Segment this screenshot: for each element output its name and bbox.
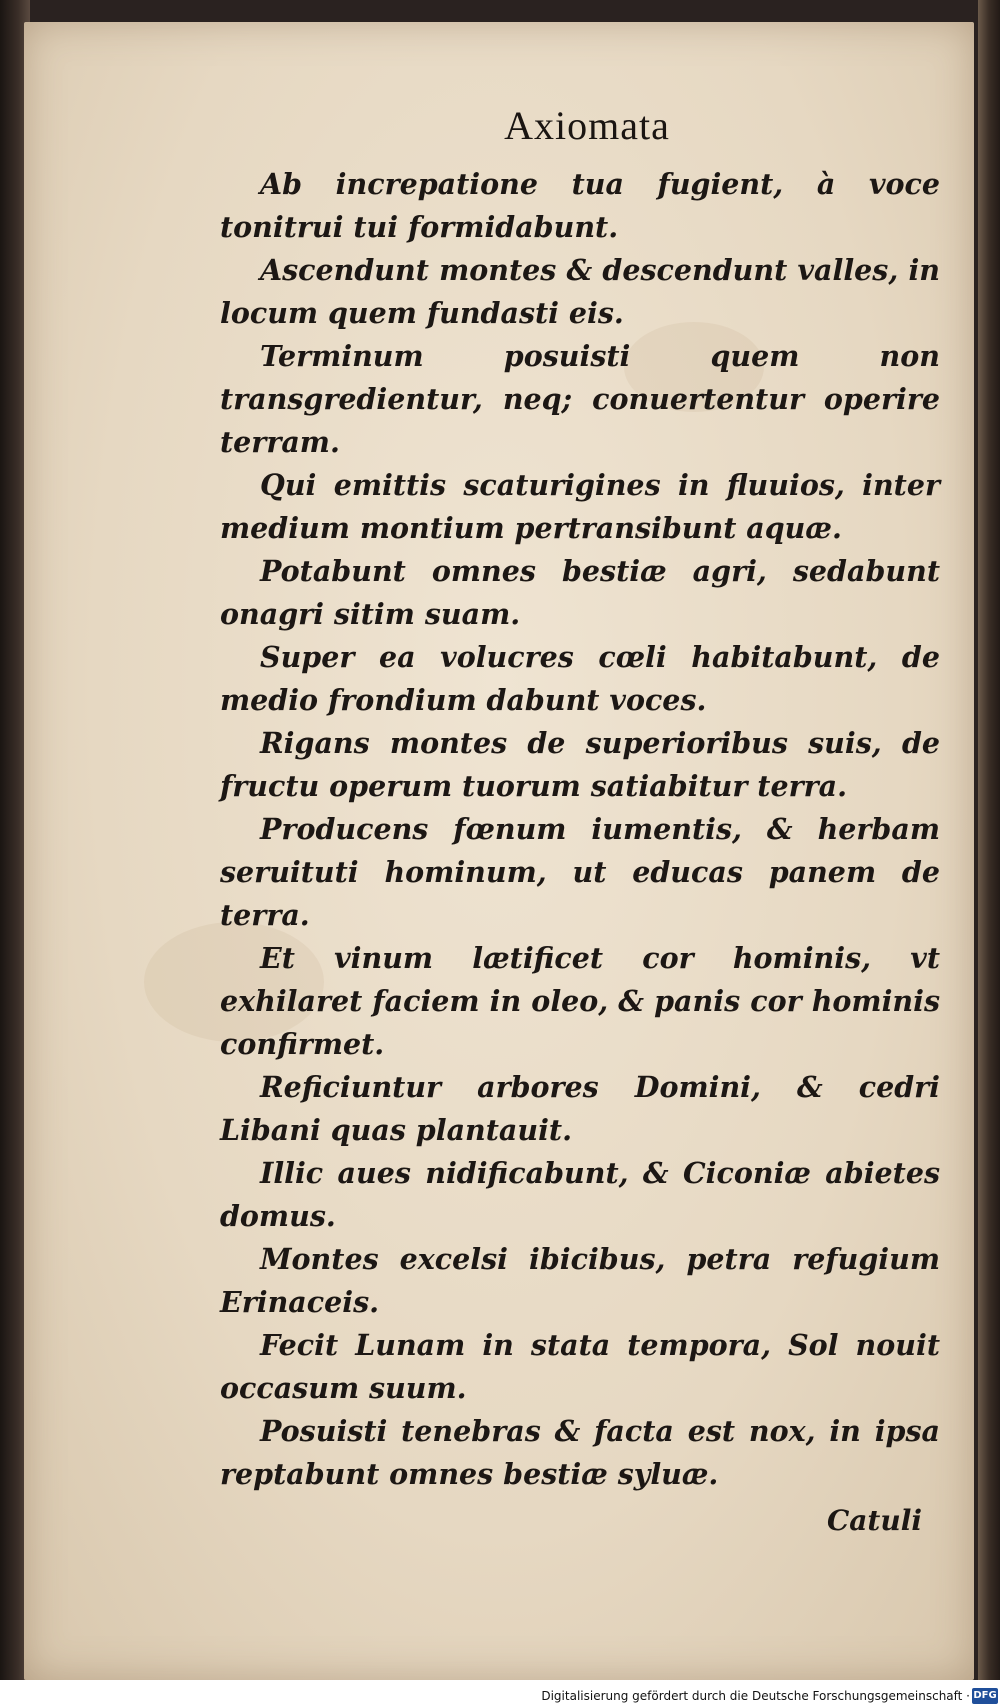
page-edge (978, 0, 1000, 1708)
verse: Reficiuntur arbores Domini, & cedri Libani quas plantauit. (220, 1070, 940, 1147)
dfg-logo-icon: DFG (972, 1688, 998, 1704)
verse: Rigans montes de superioribus suis, de fructu operum tuorum satiabitur terra. (220, 726, 940, 803)
verse: Qui emittis scaturigines in fluuios, inter medium montium pertransibunt aquæ. (220, 468, 940, 545)
verse: Montes excelsi ibicibus, petra refugium Erinaceis. (220, 1242, 940, 1319)
verse: Potabunt omnes bestiæ agri, sedabunt onagri sitim suam. (220, 554, 940, 631)
verse: Producens fœnum iumentis, & herbam seruituti hominum, ut educas panem de terra. (220, 812, 940, 932)
verse: Ascendunt montes & descendunt valles, in locum quem fundasti eis. (220, 253, 940, 330)
verse: Illic aues nidificabunt, & Ciconiæ abietes domus. (220, 1156, 940, 1233)
verse: Fecit Lunam in stata tempora, Sol nouit occasum suum. (220, 1328, 940, 1405)
verse: Et vinum lætificet cor hominis, vt exhilaret faciem in oleo, & panis cor hominis confirmet. (220, 941, 940, 1061)
page-text (220, 102, 940, 1537)
verse: Ab increpatione tua fugient, à voce tonitrui tui formidabunt. (220, 167, 940, 244)
verse: Terminum posuisti quem non transgredientur, neq; conuertentur operire terram. (220, 339, 940, 459)
running-head: Axiomata (504, 103, 670, 148)
book-page (24, 22, 974, 1680)
catchword: Catuli (827, 1504, 922, 1537)
verse: Posuisti tenebras & facta est nox, in ipsa reptabunt omnes bestiæ syluæ. (220, 1414, 940, 1491)
verse: Super ea volucres cœli habitabunt, de medio frondium dabunt voces. (220, 640, 940, 717)
funding-credit: Digitalisierung gefördert durch die Deutsche Forschungsgemeinschaft · (541, 1689, 970, 1703)
digitization-footer (0, 1680, 1000, 1708)
